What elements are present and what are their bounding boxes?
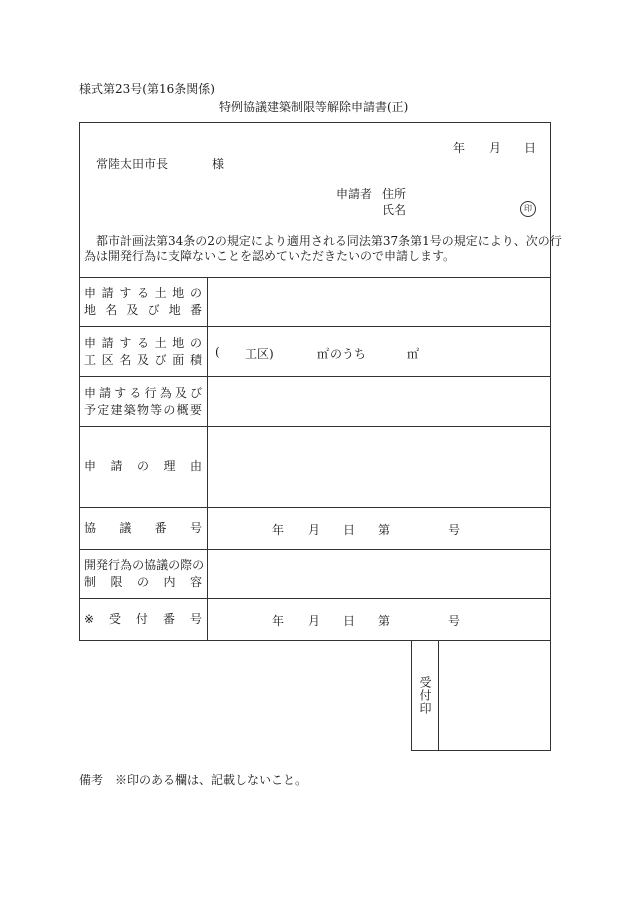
row-activity-label [84, 385, 202, 419]
row-receipt-number-label [84, 611, 202, 628]
consult-dai: 第 [378, 523, 391, 537]
receipt-stamp-label: 受付印 [418, 676, 432, 715]
row-restriction-label [84, 557, 205, 591]
label-line-1: 申 請 す る 土 地 の [84, 336, 202, 350]
restriction-field[interactable] [208, 550, 550, 598]
area-unit-2: ㎡ [407, 347, 420, 361]
area-open-paren: ( [215, 345, 220, 359]
body-text-line-2: 為は開発行為に支障ないことを認めていただきたいので申請します。 [84, 249, 456, 263]
receipt-dai: 第 [378, 614, 391, 628]
address-label: 住所 [382, 187, 407, 201]
label-line-2: 工 区 名 及 び 面 積 [84, 353, 202, 367]
date-month-label: 月 [489, 141, 502, 155]
applicant-label: 申請者 [336, 187, 373, 201]
consult-year: 年 [272, 523, 285, 537]
area-unit-1: ㎡ [317, 347, 330, 361]
reason-field[interactable] [208, 427, 550, 507]
consult-day: 日 [343, 523, 356, 537]
label-line-1: 申 請 す る 行 為 及 び [84, 386, 202, 400]
land-location-field[interactable] [208, 278, 550, 326]
receipt-stamp-area[interactable] [439, 641, 550, 750]
footer-note: 備考 ※印のある欄は、記載しないこと。 [79, 773, 308, 787]
receipt-day: 日 [343, 614, 356, 628]
addressee-suffix: 様 [212, 157, 225, 171]
date-year-label: 年 [453, 141, 466, 155]
area-nouchi-label: のうち [330, 347, 367, 361]
label-line-1: 申 請 の 理 由 [84, 459, 202, 473]
row-consult-number-label [84, 520, 202, 537]
row-reason-label [84, 458, 202, 475]
consult-month: 月 [308, 523, 321, 537]
addressee: 常陸太田市長 [96, 157, 169, 171]
label-line-2: 制 限 の 内 容 [84, 575, 202, 589]
label-line-1: 協 議 番 号 [84, 521, 202, 535]
label-line-1: 申 請 す る 土 地 の [84, 286, 202, 300]
receipt-go: 号 [448, 614, 461, 628]
receipt-year: 年 [272, 614, 285, 628]
area-kouku-label: 工区) [245, 347, 274, 361]
activity-field[interactable] [208, 377, 550, 426]
label-line-1: ※ 受 付 番 号 [84, 612, 202, 626]
name-label: 氏名 [382, 203, 407, 217]
label-line-1: 開 発 行 為 の 協 議 の 際 の [84, 558, 205, 572]
seal-mark-icon: 印 [520, 201, 536, 217]
receipt-month: 月 [308, 614, 321, 628]
label-line-2: 地 名 及 び 地 番 [84, 303, 202, 317]
label-line-2: 予 定 建 築 物 等 の 概 要 [84, 403, 202, 417]
date-day-label: 日 [524, 141, 537, 155]
form-number: 様式第23号(第16条関係) [79, 82, 215, 96]
consult-go: 号 [448, 523, 461, 537]
row-land-area-label [84, 335, 202, 369]
body-text-line-1: 都市計画法第34条の2の規定により適用される同法第37条第1号の規定により、次の行 [96, 234, 562, 248]
row-land-location-label [84, 285, 202, 319]
document-title: 特例協議建築制限等解除申請書(正) [219, 100, 409, 114]
